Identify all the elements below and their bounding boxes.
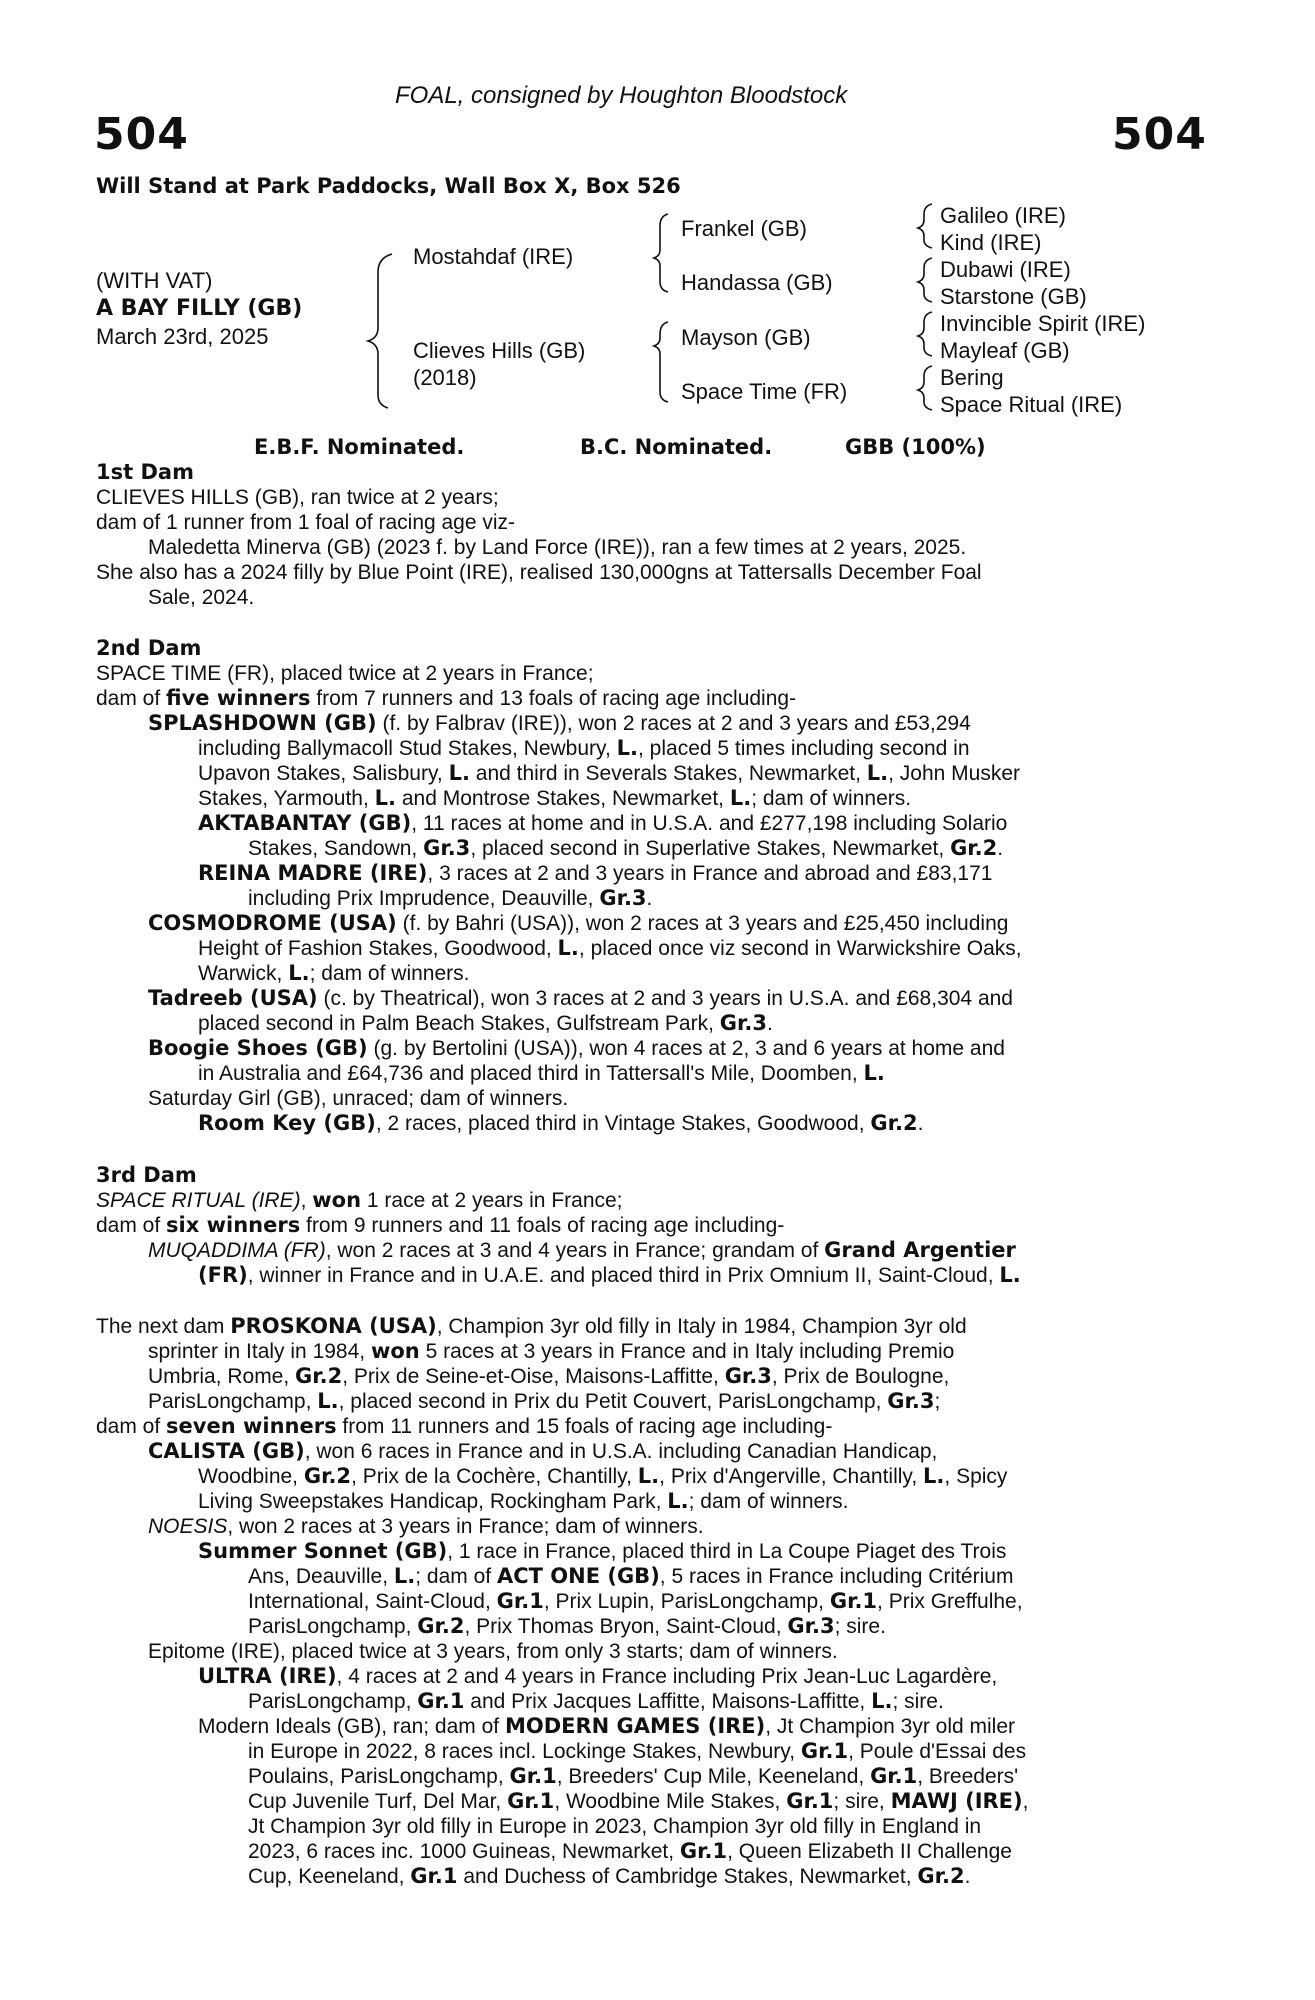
progeny-line: COSMODROME (USA) (f. by Bahri (USA)), won 2 races at 3 years and £25,450 including: [148, 911, 1009, 935]
first-dam-line: Sale, 2024.: [148, 586, 255, 609]
progeny-line: Stakes, Sandown, Gr.3, placed second in Superlative Stakes, Newmarket, Gr.2.: [248, 836, 1004, 860]
next-dam-line: ParisLongchamp, L., placed second in Prix du Petit Couvert, ParisLongchamp, Gr.3;: [148, 1389, 941, 1413]
lot-number-left: 504: [94, 109, 189, 160]
next-dam-line: Cup, Keeneland, Gr.1 and Duchess of Cambridge Stakes, Newmarket, Gr.2.: [248, 1864, 971, 1888]
progeny-line: Boogie Shoes (GB) (g. by Bertolini (USA)), won 4 races at 2, 3 and 6 years at home and: [148, 1036, 1005, 1060]
progeny-line: Height of Fashion Stakes, Goodwood, L., placed once viz second in Warwickshire Oaks,: [198, 936, 1022, 960]
next-dam-line: NOESIS, won 2 races at 3 years in France; dam of winners.: [148, 1515, 704, 1538]
next-dam-line: CALISTA (GB), won 6 races in France and in U.S.A. including Canadian Handicap,: [148, 1439, 938, 1463]
second-dam-line: dam of five winners from 7 runners and 13 foals of racing age including-: [96, 686, 797, 710]
next-dam-line: Jt Champion 3yr old filly in Europe in 2023, Champion 3yr old filly in England in: [248, 1815, 982, 1838]
next-dam-line: Woodbine, Gr.2, Prix de la Cochère, Chantilly, L., Prix d'Angerville, Chantilly, L., Spicy: [198, 1464, 1008, 1488]
pedigree-g3-7: Bering: [940, 365, 1004, 390]
progeny-line: SPLASHDOWN (GB) (f. by Falbrav (IRE)), won 2 races at 2 and 3 years and £53,294: [148, 711, 971, 735]
next-dam-line: Epitome (IRE), placed twice at 3 years, from only 3 starts; dam of winners.: [148, 1640, 838, 1663]
next-dam-line: ParisLongchamp, Gr.2, Prix Thomas Bryon, Saint-Cloud, Gr.3; sire.: [248, 1614, 886, 1638]
progeny-line: Stakes, Yarmouth, L. and Montrose Stakes, Newmarket, L.; dam of winners.: [198, 786, 912, 810]
progeny-line: in Australia and £64,736 and placed third in Tattersall's Mile, Doomben, L.: [198, 1061, 885, 1085]
next-dam-line: International, Saint-Cloud, Gr.1, Prix Lupin, ParisLongchamp, Gr.1, Prix Greffulhe,: [248, 1589, 1023, 1613]
pedigree-dam-sire: Mayson (GB): [681, 325, 811, 350]
stand-location: Will Stand at Park Paddocks, Wall Box X, Box 526: [96, 174, 681, 198]
next-dam-line: The next dam PROSKONA (USA), Champion 3yr old filly in Italy in 1984, Champion 3yr old: [96, 1314, 967, 1338]
first-dam-line: CLIEVES HILLS (GB), ran twice at 2 years;: [96, 486, 499, 509]
horse-name: A BAY FILLY (GB): [96, 296, 303, 321]
first-dam-heading: 1st Dam: [96, 460, 194, 484]
pedigree-sire: Mostahdaf (IRE): [413, 244, 574, 269]
progeny-line: including Prix Imprudence, Deauville, Gr.3.: [248, 886, 653, 910]
first-dam-line: Maledetta Minerva (GB) (2023 f. by Land Force (IRE)), ran a few times at 2 years, 2025.: [148, 536, 967, 559]
next-dam-line: Modern Ideals (GB), ran; dam of MODERN GAMES (IRE), Jt Champion 3yr old miler: [198, 1714, 1016, 1738]
pedigree-brackets: [0, 0, 1315, 430]
next-dam-line: Living Sweepstakes Handicap, Rockingham Park, L.; dam of winners.: [198, 1489, 849, 1513]
progeny-line: Warwick, L.; dam of winners.: [198, 961, 470, 985]
pedigree-g3-6: Mayleaf (GB): [940, 338, 1070, 363]
lot-number-right: 504: [1112, 109, 1207, 160]
next-dam-line: Cup Juvenile Turf, Del Mar, Gr.1, Woodbine Mile Stakes, Gr.1; sire, MAWJ (IRE),: [248, 1789, 1029, 1813]
third-dam-line: MUQADDIMA (FR), won 2 races at 3 and 4 years in France; grandam of Grand Argentier: [148, 1238, 1016, 1262]
pedigree-dam-dam: Space Time (FR): [681, 379, 848, 404]
vat-status: (WITH VAT): [96, 268, 213, 293]
next-dam-line: in Europe in 2022, 8 races incl. Lockinge Stakes, Newbury, Gr.1, Poule d'Essai des: [248, 1739, 1027, 1763]
pedigree-dam: Clieves Hills (GB): [413, 338, 586, 363]
consignor-line: FOAL, consigned by Houghton Bloodstock: [395, 82, 848, 109]
next-dam-line: Summer Sonnet (GB), 1 race in France, placed third in La Coupe Piaget des Trois: [198, 1539, 1007, 1563]
next-dam-line: Ans, Deauville, L.; dam of ACT ONE (GB), 5 races in France including Critérium: [248, 1564, 1014, 1588]
progeny-line: Saturday Girl (GB), unraced; dam of winners.: [148, 1087, 569, 1110]
progeny-line: Upavon Stakes, Salisbury, L. and third in Severals Stakes, Newmarket, L., John Musker: [198, 761, 1021, 785]
first-dam-line: dam of 1 runner from 1 foal of racing age viz-: [96, 511, 516, 534]
pedigree-sire-sire: Frankel (GB): [681, 216, 807, 241]
next-dam-line: Umbria, Rome, Gr.2, Prix de Seine-et-Oise, Maisons-Laffitte, Gr.3, Prix de Boulogne,: [148, 1364, 950, 1388]
progeny-line: Room Key (GB), 2 races, placed third in Vintage Stakes, Goodwood, Gr.2.: [198, 1111, 924, 1135]
third-dam-line: SPACE RITUAL (IRE), won 1 race at 2 years in France;: [96, 1188, 623, 1212]
second-dam-heading: 2nd Dam: [96, 636, 202, 660]
third-dam-heading: 3rd Dam: [96, 1163, 197, 1187]
progeny-line: including Ballymacoll Stud Stakes, Newbury, L., placed 5 times including second in: [198, 736, 970, 760]
progeny-line: REINA MADRE (IRE), 3 races at 2 and 3 years in France and abroad and £83,171: [198, 861, 993, 885]
pedigree-g3-2: Kind (IRE): [940, 230, 1042, 255]
ebf-nomination: E.B.F. Nominated.: [254, 435, 465, 459]
third-dam-line: dam of six winners from 9 runners and 11 foals of racing age including-: [96, 1213, 785, 1237]
second-dam-line: SPACE TIME (FR), placed twice at 2 years in France;: [96, 662, 594, 685]
pedigree-g3-3: Dubawi (IRE): [940, 257, 1071, 282]
pedigree-g3-5: Invincible Spirit (IRE): [940, 311, 1146, 336]
foaling-date: March 23rd, 2025: [96, 324, 269, 349]
bc-nomination: B.C. Nominated.: [580, 435, 773, 459]
next-dam-line: ULTRA (IRE), 4 races at 2 and 4 years in France including Prix Jean-Luc Lagardère,: [198, 1664, 998, 1688]
pedigree-g3-8: Space Ritual (IRE): [940, 392, 1123, 417]
next-dam-line: sprinter in Italy in 1984, won 5 races at 3 years in France and in Italy including Premio: [148, 1339, 955, 1363]
next-dam-line: 2023, 6 races inc. 1000 Guineas, Newmarket, Gr.1, Queen Elizabeth II Challenge: [248, 1839, 1012, 1863]
progeny-line: Tadreeb (USA) (c. by Theatrical), won 3 races at 2 and 3 years in U.S.A. and £68,304 and: [148, 986, 1013, 1010]
next-dam-line: Poulains, ParisLongchamp, Gr.1, Breeders' Cup Mile, Keeneland, Gr.1, Breeders': [248, 1764, 1019, 1788]
next-dam-line: ParisLongchamp, Gr.1 and Prix Jacques Laffitte, Maisons-Laffitte, L.; sire.: [248, 1689, 944, 1713]
progeny-line: AKTABANTAY (GB), 11 races at home and in U.S.A. and £277,198 including Solario: [198, 811, 1008, 835]
progeny-line: placed second in Palm Beach Stakes, Gulfstream Park, Gr.3.: [198, 1011, 773, 1035]
gbb-rating: GBB (100%): [845, 435, 986, 459]
third-dam-line: (FR), winner in France and in U.A.E. and placed third in Prix Omnium II, Saint-Cloud, L.: [198, 1263, 1021, 1287]
first-dam-line: She also has a 2024 filly by Blue Point (IRE), realised 130,000gns at Tattersalls December Foal: [96, 561, 982, 584]
pedigree-dam-year: (2018): [413, 365, 477, 390]
next-dam-line: dam of seven winners from 11 runners and 15 foals of racing age including-: [96, 1414, 833, 1438]
pedigree-g3-1: Galileo (IRE): [940, 203, 1066, 228]
pedigree-sire-dam: Handassa (GB): [681, 270, 833, 295]
pedigree-g3-4: Starstone (GB): [940, 284, 1087, 309]
